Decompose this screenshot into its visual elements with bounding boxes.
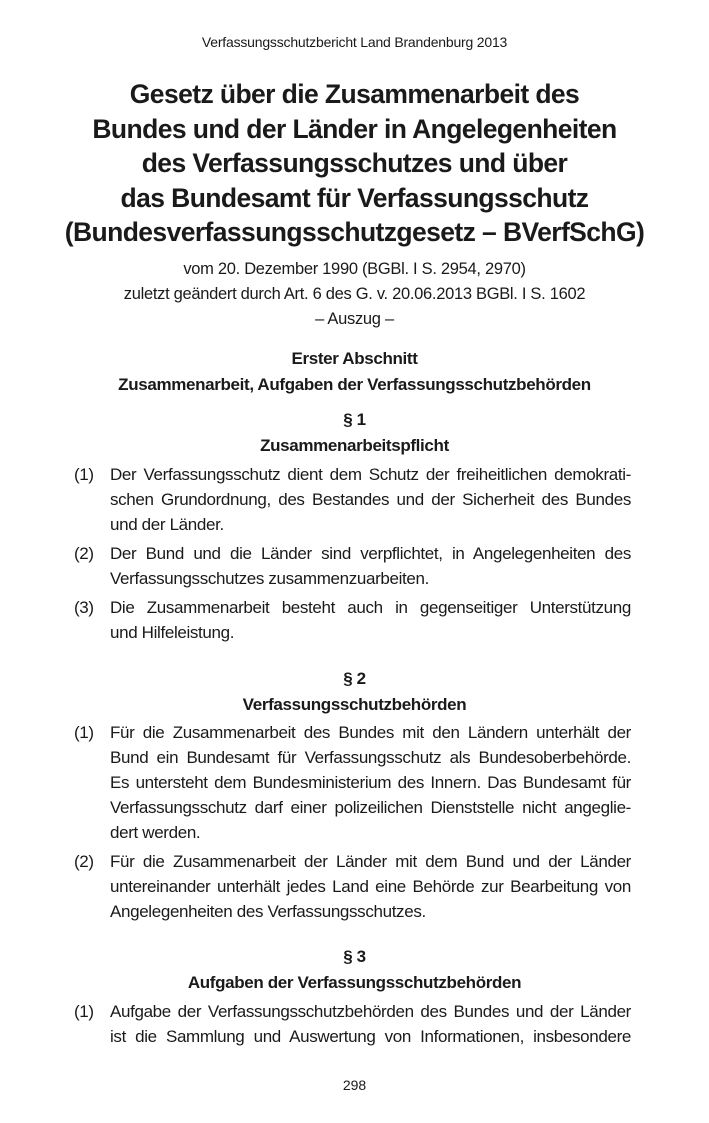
paragraph-title: Zusammenarbeitspflicht — [260, 436, 449, 455]
clause-line: schen Grundordnung, des Bestandes und der Sicherheit des Bundes — [110, 490, 631, 509]
clause-line: untereinander unterhält jedes Land eine Behörde zur Bearbeitung von — [110, 877, 631, 896]
law-title-line: Gesetz über die Zusammenarbeit des — [129, 79, 580, 109]
clause-line: Es untersteht dem Bundesministerium des Innern. Das Bundesamt für — [110, 773, 631, 792]
paragraph-heading-2 — [40, 666, 669, 718]
clause-line: Der Bund und die Länder sind verpflichtet, in Angelegenheiten des — [110, 544, 631, 563]
clause-line: dert werden. — [110, 823, 201, 842]
clause-line: Verfassungsschutzes zusammenzuarbeiten. — [110, 569, 429, 588]
section-label: Erster Abschnitt — [291, 349, 418, 368]
clause-line: Verfassungsschutz darf einer polizeilichen Dienststelle nicht angeglie- — [110, 798, 631, 817]
clause-line: und der Länder. — [110, 515, 224, 534]
clause-line: Aufgabe der Verfassungsschutzbehörden des Bundes und der Länder — [110, 1002, 631, 1021]
clause — [74, 999, 631, 1049]
paragraph-heading-1 — [40, 407, 669, 459]
law-subinfo — [40, 257, 669, 332]
clause-line: Für die Zusammenarbeit der Länder mit dem Bund und der Länder — [110, 852, 631, 871]
page-number: 298 — [342, 1077, 367, 1093]
law-title-line: des Verfassungsschutzes und über — [141, 148, 568, 178]
clause-line: Bund ein Bundesamt für Verfassungsschutz als Bundesoberbehörde. — [110, 748, 631, 767]
excerpt-note: – Auszug – — [315, 310, 394, 328]
clause-number: (2) — [74, 544, 94, 563]
paragraph-3-body — [74, 999, 631, 1053]
paragraph-heading-3 — [40, 944, 669, 996]
clause — [74, 462, 631, 537]
law-title — [40, 77, 669, 250]
clause-number: (3) — [74, 598, 94, 617]
clause-number: (1) — [74, 723, 94, 742]
clause-line: und Hilfeleistung. — [110, 623, 235, 642]
section-heading — [40, 346, 669, 398]
paragraph-2-body — [74, 720, 631, 928]
clause — [74, 720, 631, 845]
law-title-line: das Bundesamt für Verfassungsschutz — [120, 182, 589, 213]
clause-line: Der Verfassungsschutz dient dem Schutz der freiheitlichen demokrati- — [110, 465, 631, 484]
clause — [74, 849, 631, 924]
law-title-line: (Bundesverfassungsschutzgesetz – BVerfSchG) — [64, 217, 645, 247]
paragraph-title: Verfassungsschutzbehörden — [242, 695, 467, 714]
clause-line: ist die Sammlung und Auswertung von Informationen, insbesondere — [110, 1027, 631, 1046]
clause — [74, 541, 631, 591]
clause-number: (1) — [74, 1002, 94, 1021]
clause-number: (2) — [74, 852, 94, 871]
law-date-line: vom 20. Dezember 1990 (BGBl. I S. 2954, 2970) — [183, 260, 526, 278]
paragraph-symbol: § 1 — [343, 410, 366, 429]
running-head: Verfassungsschutzbericht Land Brandenburg 2013 — [201, 34, 508, 50]
section-title: Zusammenarbeit, Aufgaben der Verfassungsschutzbehörden — [118, 375, 591, 394]
paragraph-symbol: § 3 — [343, 947, 366, 966]
clause — [74, 595, 631, 645]
clause-line: Für die Zusammenarbeit des Bundes mit den Ländern unterhält der — [110, 723, 631, 742]
clause-number: (1) — [74, 465, 94, 484]
paragraph-title: Aufgaben der Verfassungsschutzbehörden — [187, 973, 522, 992]
law-title-line: Bundes und der Länder in Angelegenheiten — [92, 113, 617, 144]
clause-line: Angelegenheiten des Verfassungsschutzes. — [110, 902, 426, 921]
clause-line: Die Zusammenarbeit besteht auch in gegenseitiger Unterstützung — [110, 598, 631, 617]
law-amendment-line: zuletzt geändert durch Art. 6 des G. v. 20.06.2013 BGBl. I S. 1602 — [123, 285, 586, 303]
paragraph-symbol: § 2 — [343, 669, 366, 688]
paragraph-1-body — [74, 462, 631, 649]
